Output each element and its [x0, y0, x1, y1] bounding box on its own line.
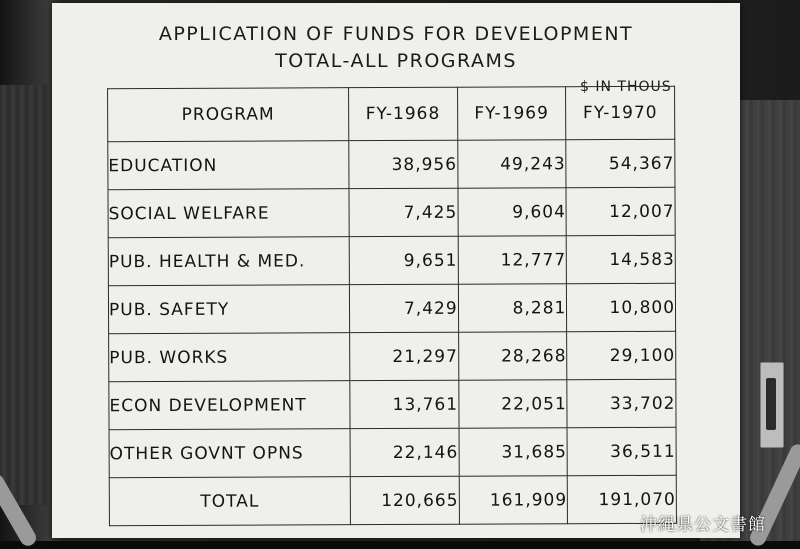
total-row [109, 475, 676, 525]
program-name: PUB. HEALTH & MED. [108, 237, 349, 286]
total-label: TOTAL [109, 477, 350, 526]
value-fy1968: 22,146 [350, 428, 459, 476]
total-fy1968: 120,665 [350, 476, 459, 524]
value-fy1970: 14,583 [567, 235, 676, 283]
wood-panel-left [0, 85, 58, 505]
funds-table [107, 86, 677, 526]
header-fy1968: FY-1968 [349, 87, 458, 140]
table-row [108, 187, 675, 237]
units-label: $ IN THOUS [580, 79, 672, 95]
table-row [108, 235, 675, 285]
value-fy1970: 12,007 [566, 187, 675, 235]
table-row [109, 427, 676, 477]
program-name: SOCIAL WELFARE [108, 189, 349, 238]
value-fy1970: 54,367 [566, 139, 675, 187]
funds-poster [52, 3, 740, 538]
value-fy1969: 28,268 [458, 332, 567, 380]
door-handle-slot [766, 378, 776, 430]
value-fy1969: 12,777 [458, 236, 567, 284]
value-fy1968: 13,761 [350, 380, 459, 428]
header-row [108, 86, 675, 141]
program-name: OTHER GOVNT OPNS [109, 429, 350, 478]
value-fy1970: 33,702 [567, 379, 676, 427]
value-fy1970: 10,800 [567, 283, 676, 331]
value-fy1968: 21,297 [350, 332, 459, 380]
value-fy1970: 36,511 [567, 427, 676, 475]
value-fy1968: 38,956 [349, 140, 458, 188]
value-fy1968: 7,425 [349, 188, 458, 236]
table-row [108, 283, 675, 333]
value-fy1968: 7,429 [349, 284, 458, 332]
total-fy1970: 191,070 [568, 475, 677, 523]
program-name: ECON DEVELOPMENT [109, 381, 350, 430]
table-row [108, 139, 675, 189]
value-fy1970: 29,100 [567, 331, 676, 379]
value-fy1968: 9,651 [349, 236, 458, 284]
header-fy1969: FY-1969 [457, 87, 566, 140]
value-fy1969: 8,281 [458, 284, 567, 332]
header-program: PROGRAM [108, 88, 349, 142]
program-name: EDUCATION [108, 141, 349, 190]
value-fy1969: 31,685 [459, 428, 568, 476]
value-fy1969: 22,051 [458, 380, 567, 428]
value-fy1969: 49,243 [457, 140, 566, 188]
poster-title: APPLICATION OF FUNDS FOR DEVELOPMENT [158, 23, 634, 45]
table-row [109, 379, 676, 429]
table-row [109, 331, 676, 381]
program-name: PUB. SAFETY [108, 285, 349, 334]
program-name: PUB. WORKS [109, 333, 350, 382]
value-fy1969: 9,604 [458, 188, 567, 236]
total-fy1969: 161,909 [459, 476, 568, 524]
archive-watermark: 沖縄県公文書館 [640, 515, 766, 535]
header-fy1970: FY-1970 [566, 86, 675, 139]
poster-subtitle: TOTAL-ALL PROGRAMS [275, 50, 517, 72]
